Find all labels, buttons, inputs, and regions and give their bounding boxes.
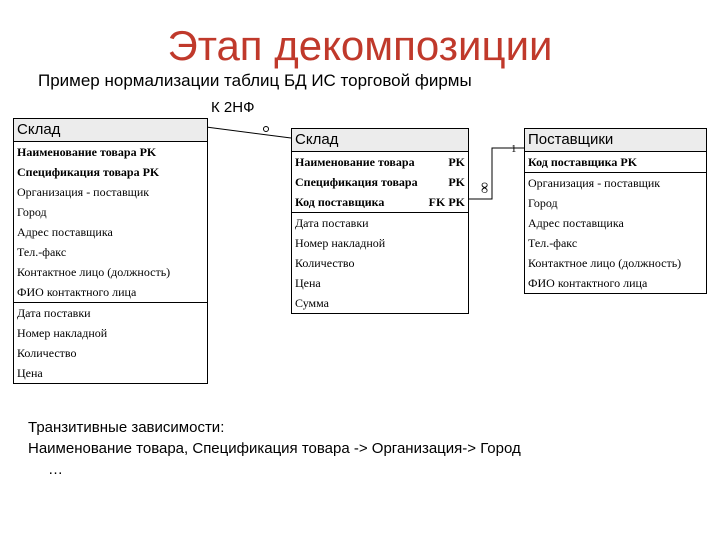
table-title: Склад xyxy=(292,129,468,152)
field-name: Город xyxy=(17,205,47,219)
field-name: Тел.-факс xyxy=(528,236,578,250)
table-row xyxy=(292,152,468,172)
table-row xyxy=(14,303,207,323)
field-key: PK xyxy=(448,175,465,189)
table-title: Поставщики xyxy=(525,129,706,152)
field-name: Сумма xyxy=(295,296,329,310)
table-row xyxy=(292,293,468,313)
table-sklad-original xyxy=(13,118,208,384)
table-row xyxy=(14,142,207,162)
table-row xyxy=(14,282,207,302)
field-name: Организация - поставщик xyxy=(17,185,150,199)
table-postavshiki xyxy=(524,128,707,294)
field-name: ФИО контактного лица xyxy=(17,285,137,299)
table-section xyxy=(14,142,207,303)
field-name: Адрес поставщика xyxy=(17,225,113,239)
field-name: Наименование товара xyxy=(295,155,415,169)
transform-arrow-line xyxy=(206,127,291,138)
table-row xyxy=(292,192,468,212)
table-row xyxy=(292,172,468,192)
field-name: Организация - поставщик xyxy=(528,176,661,190)
field-name: Цена xyxy=(295,276,321,290)
field-key: FK PK xyxy=(428,195,465,209)
table-row xyxy=(292,213,468,233)
table-title: Склад xyxy=(14,119,207,142)
table-row xyxy=(525,233,706,253)
field-name: Спецификация товара xyxy=(295,175,418,189)
note-line-3: … xyxy=(48,461,63,478)
table-row xyxy=(14,363,207,383)
table-row xyxy=(14,222,207,242)
table-row xyxy=(14,242,207,262)
field-name: Код поставщика PK xyxy=(528,155,638,169)
slide-title: Этап декомпозиции xyxy=(167,22,553,69)
table-section xyxy=(292,152,468,213)
field-name: ФИО контактного лица xyxy=(528,276,648,290)
field-name: Контактное лицо (должность) xyxy=(17,265,171,279)
table-row xyxy=(292,233,468,253)
table-row xyxy=(525,152,706,172)
field-name: Дата поставки xyxy=(17,306,91,320)
table-row xyxy=(14,182,207,202)
note-line-1: Транзитивные зависимости: xyxy=(28,419,225,436)
table-row xyxy=(292,253,468,273)
table-row xyxy=(525,273,706,293)
table-row xyxy=(525,253,706,273)
table-row xyxy=(525,193,706,213)
field-name: Номер накладной xyxy=(295,236,386,250)
relationship-one-label: 1 xyxy=(511,143,517,155)
field-name: Дата поставки xyxy=(295,216,369,230)
table-sklad-normalized xyxy=(291,128,469,314)
table-section xyxy=(14,303,207,383)
field-name: Цена xyxy=(17,366,43,380)
field-name: Тел.-факс xyxy=(17,245,67,259)
field-name: Адрес поставщика xyxy=(528,216,624,230)
note-line-2: Наименование товара, Спецификация товара -> Организация-> Город xyxy=(28,440,521,457)
field-name: Город xyxy=(528,196,558,210)
table-row xyxy=(14,162,207,182)
relationship-line xyxy=(467,148,524,199)
transform-arrow-start xyxy=(264,127,269,132)
table-row xyxy=(14,202,207,222)
field-key: PK xyxy=(448,155,465,169)
transitive-note xyxy=(28,417,521,480)
relationship-many-label: ∞ xyxy=(476,182,493,194)
field-name: Контактное лицо (должность) xyxy=(528,256,682,270)
table-row xyxy=(14,262,207,282)
table-section xyxy=(525,173,706,293)
field-name: Количество xyxy=(295,256,355,270)
field-name: Номер накладной xyxy=(17,326,108,340)
table-row xyxy=(525,213,706,233)
field-name: Спецификация товара PK xyxy=(17,165,160,179)
slide-subtitle: Пример нормализации таблиц БД ИС торговой фирмы xyxy=(38,71,472,90)
table-row xyxy=(14,343,207,363)
normal-form-label: К 2НФ xyxy=(211,99,255,116)
table-row xyxy=(292,273,468,293)
table-row xyxy=(14,323,207,343)
table-section xyxy=(292,213,468,313)
table-row xyxy=(525,173,706,193)
table-section xyxy=(525,152,706,173)
field-name: Количество xyxy=(17,346,77,360)
field-name: Код поставщика xyxy=(295,195,385,209)
field-name: Наименование товара PK xyxy=(17,145,157,159)
